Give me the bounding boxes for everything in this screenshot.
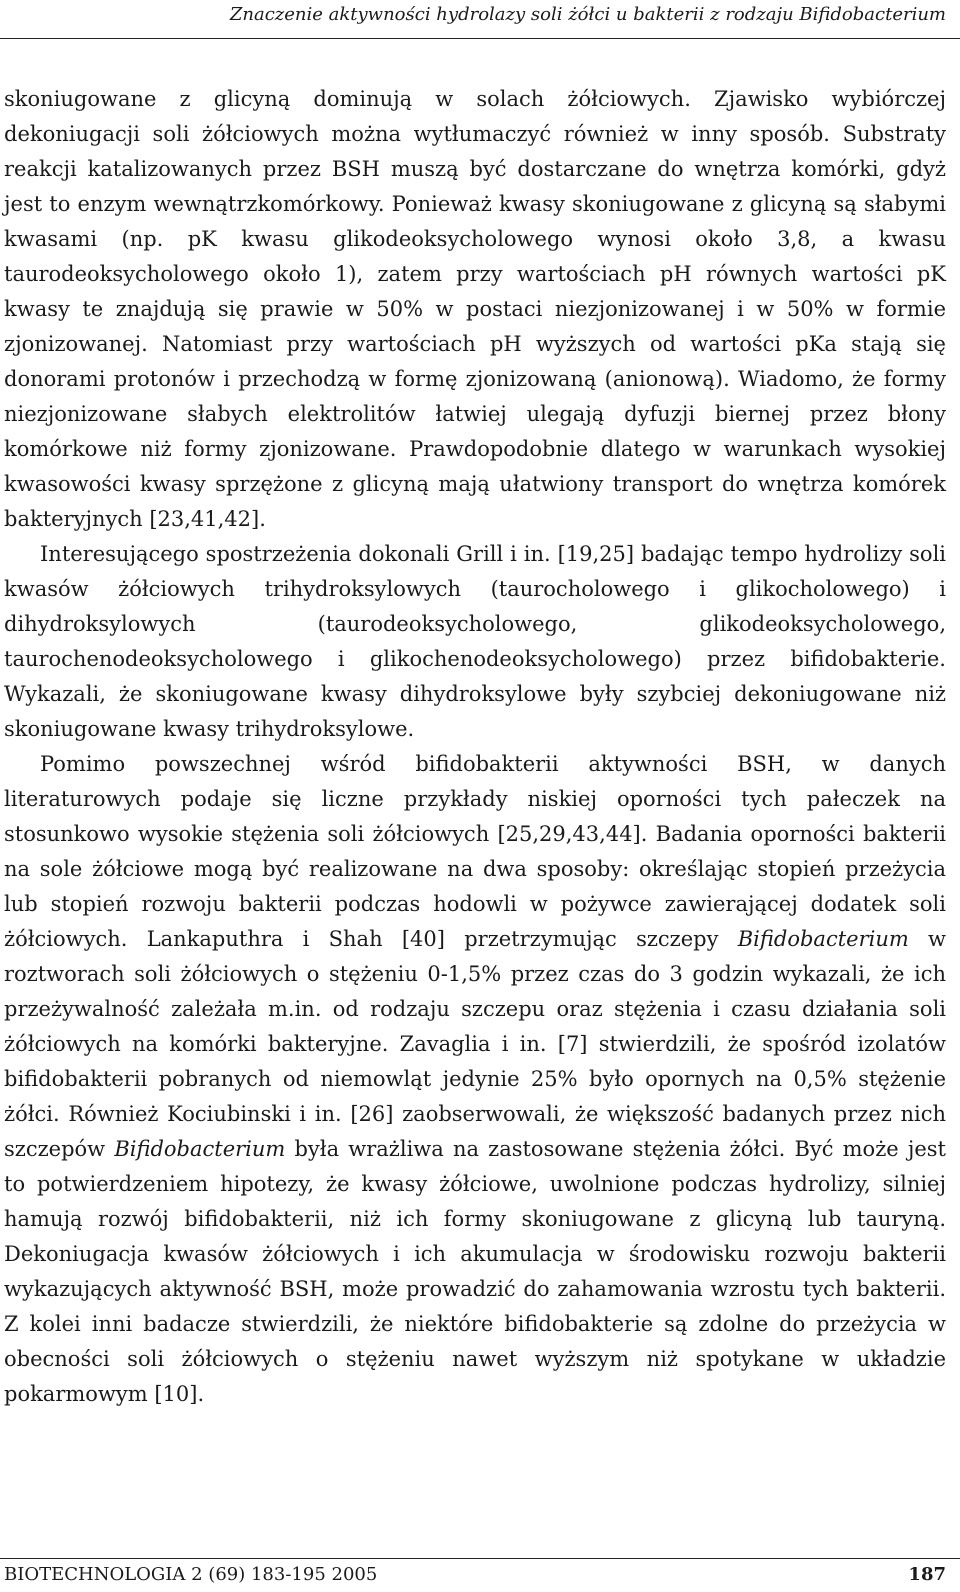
- running-title: Znaczenie aktywności hydrolazy soli żółci u bakterii z rodzaju: [229, 4, 800, 25]
- paragraph-3-part-a: Pomimo powszechnej wśród bifidobakterii aktywności BSH, w danych literaturowych podaje się liczne przykłady niskiej oporności tych pałeczek na stosunkowo wysokie stężenia soli żółciowych [25,29,43,44]. Badania oporności bakterii na sole żółciowe mogą być realizowane na dwa sposoby: określając stopień przeżycia lub stopień rozwoju bakterii podczas hodowli w pożywce zawierającej dodatek soli żółciowych. Lankaputhra i Shah [40] przetrzymując szczepy: [4, 752, 946, 951]
- article-body: [4, 82, 946, 1412]
- paragraph-2: Interesującego spostrzeżenia dokonali Grill i in. [19,25] badając tempo hydrolizy soli kwasów żółciowych trihydroksylowych (taurocholowego i glikocholowego) i dihydroksylowych (taurodeoksycholowego, glikodeoksycholowego, taurochenodeoksycholowego i glikochenodeoksycholowego) przez bifidobakterie. Wykazali, że skoniugowane kwasy dihydroksylowe były szybciej dekoniugowane niż skoniugowane kwasy trihydroksylowe.: [4, 542, 946, 741]
- genus-name: Bifidobacterium: [114, 1137, 286, 1161]
- paragraph-3: [4, 747, 946, 1412]
- genus-name: Bifidobacterium: [737, 927, 909, 951]
- paragraph-3-part-b: w roztworach soli żółciowych o stężeniu 0-1,5% przez czas do 3 godzin wykazali, że ich przeżywalność zależała m.in. od rodzaju szczepu oraz stężenia i czasu działania soli żółciowych na komórki bakteryjne. Zavaglia i in. [7] stwierdzili, że spośród izolatów bifidobakterii pobranych od niemowląt jedynie 25% było opornych na 0,5% stężenie żółci. Również Kociubinski i in. [26] zaobserwowali, że większość badanych przez nich szczepów: [4, 927, 946, 1161]
- running-title-genus: Bifidobacterium: [799, 4, 946, 25]
- running-head: [0, 4, 946, 25]
- paragraph-1: skoniugowane z glicyną dominują w solach żółciowych. Zjawisko wybiórczej dekoniugacji soli żółciowych można wytłumaczyć również w inny sposób. Substraty reakcji katalizowanych przez BSH muszą być dostarczane do wnętrza komórki, gdyż jest to enzym wewnątrzkomórkowy. Ponieważ kwasy skoniugowane z glicyną są słabymi kwasami (np. pK kwasu glikodeoksycholowego wynosi około 3,8, a kwasu taurodeoksycholowego około 1), zatem przy wartościach pH równych wartości pK kwasy te znajdują się prawie w 50% w postaci niezjonizowanej i w 50% w formie zjonizowanej. Natomiast przy wartościach pH wyższych od wartości pKa stają się donorami protonów i przechodzą w formę zjonizowaną (anionową). Wiadomo, że formy niezjonizowane słabych elektrolitów łatwiej ulegają dyfuzji biernej przez błony komórkowe niż formy zjonizowane. Prawdopodobnie dlatego w warunkach wysokiej kwasowości kwasy sprzężone z glicyną mają ułatwiony transport do wnętrza komórek bakteryjnych [23,41,42].: [4, 87, 946, 531]
- footer-rule: [0, 1558, 960, 1559]
- page-number: 187: [908, 1564, 946, 1585]
- header-rule: [0, 38, 960, 39]
- journal-reference: BIOTECHNOLOGIA 2 (69) 183-195 2005: [4, 1564, 378, 1585]
- paragraph-3-part-c: była wrażliwa na zastosowane stężenia żółci. Być może jest to potwierdzeniem hipotezy, że kwasy żółciowe, uwolnione podczas hydrolizy, silniej hamują rozwój bifidobakterii, niż ich formy skoniugowane z glicyną lub tauryną. Dekoniugacja kwasów żółciowych i ich akumulacja w środowisku rozwoju bakterii wykazujących aktywność BSH, może prowadzić do zahamowania wzrostu tych bakterii. Z kolei inni badacze stwierdzili, że niektóre bifidobakterie są zdolne do przeżycia w obecności soli żółciowych o stężeniu nawet wyższym niż spotykane w układzie pokarmowym [10].: [4, 1137, 946, 1406]
